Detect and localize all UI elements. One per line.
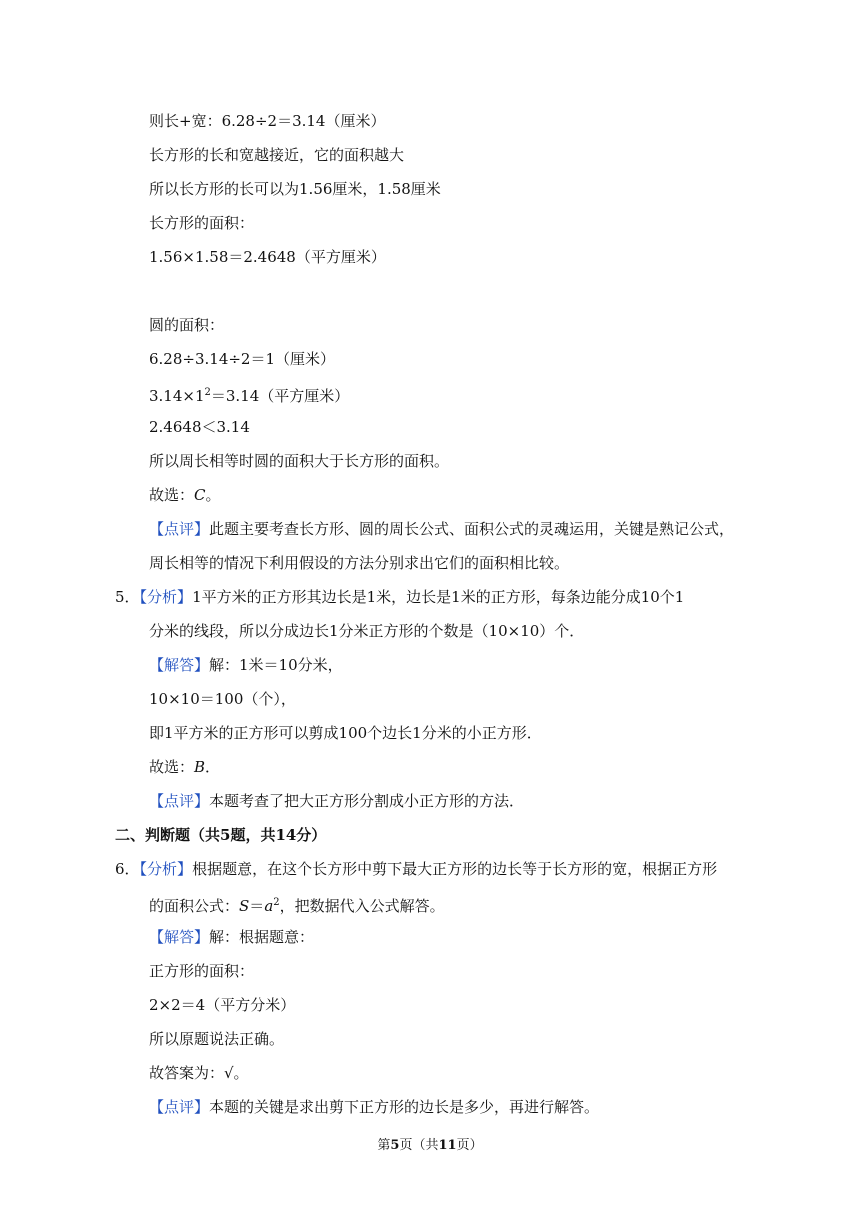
q5-comment-text-1: 本题考查了把大正方形分割成小正方形的方法． — [209, 792, 525, 810]
q4-comment-text-1: 此题主要考查长方形、圆的周长公式、面积公式的灵魂运用，关键是熟记公式， — [209, 520, 735, 538]
q5-number: 5． — [115, 588, 140, 606]
q4-line-4: 长方形的面积： — [149, 214, 255, 232]
q6-solution-tag: 【解答】 — [149, 928, 210, 946]
q4-line-8-b: ＝3.14（平方厘米） — [210, 387, 350, 405]
q4-line-3: 所以长方形的长可以为1.56厘米，1.58厘米 — [149, 180, 441, 198]
q6-formula-a: a — [264, 897, 274, 915]
q5-answer-prefix: 故选： — [149, 758, 195, 776]
footer-suffix: 页） — [456, 1138, 483, 1153]
q4-line-6: 圆的面积： — [149, 316, 225, 334]
q6-solution-line-2: 正方形的面积： — [149, 962, 255, 980]
q5-comment-line-1 — [149, 791, 524, 811]
q4-line-8-a: 3.14×1 — [149, 387, 205, 405]
q5-analysis-line-2: 分米的线段，所以分成边长1分米正方形的个数是（10×10）个． — [149, 622, 585, 640]
q5-solution-text-1: 解：1米＝10分米， — [209, 656, 343, 674]
q6-solution-line-1 — [149, 927, 314, 947]
q6-formula-s: S — [239, 897, 250, 915]
section-2-title: 二、判断题（共5题，共14分） — [115, 826, 327, 844]
q5-analysis-line-1 — [115, 587, 684, 607]
q6-comment-line-1 — [149, 1097, 599, 1117]
q4-comment-tag: 【点评】 — [149, 520, 210, 538]
q5-analysis-text-1: 1平方米的正方形其边长是1米，边长是1米的正方形，每条边能分成10个1 — [192, 588, 685, 606]
q6-analysis-2-a: 的面积公式： — [149, 897, 240, 915]
q6-analysis-text-1: 根据题意，在这个长方形中剪下最大正方形的边长等于长方形的宽，根据正方形 — [192, 860, 718, 878]
q6-solution-line-3: 2×2＝4（平方分米） — [149, 996, 296, 1014]
q6-formula-eq: ＝ — [249, 897, 265, 915]
q5-solution-tag: 【解答】 — [149, 656, 210, 674]
footer-middle: 页（共 — [399, 1138, 439, 1153]
q4-line-8 — [149, 383, 349, 406]
q5-solution-line-2: 10×10＝100（个）， — [149, 690, 296, 708]
q4-answer-suffix: 。 — [205, 486, 221, 504]
q5-answer-letter: B — [194, 758, 206, 776]
q6-analysis-2-b: ，把数据代入公式解答。 — [279, 897, 445, 915]
page-footer — [0, 1137, 860, 1155]
q6-solution-line-4: 所以原题说法正确。 — [149, 1030, 285, 1048]
q4-line-7: 6.28÷3.14÷2＝1（厘米） — [149, 350, 336, 368]
q4-line-2: 长方形的长和宽越接近，它的面积越大 — [149, 146, 405, 164]
q4-answer-prefix: 故选： — [149, 486, 195, 504]
q6-analysis-tag: 【分析】 — [139, 860, 193, 878]
q5-comment-tag: 【点评】 — [149, 792, 210, 810]
footer-prefix: 第 — [377, 1138, 391, 1153]
q4-comment-line-1 — [149, 519, 734, 539]
q6-solution-line-5: 故答案为：√。 — [149, 1064, 249, 1082]
q6-analysis-line-1 — [115, 859, 717, 879]
q5-solution-line-3: 即1平方米的正方形可以剪成100个边长1分米的小正方形． — [149, 724, 542, 742]
q5-answer — [149, 757, 220, 777]
q4-line-9: 2.4648＜3.14 — [149, 418, 250, 436]
q5-solution-line-1 — [149, 655, 343, 675]
q4-line-10: 所以周长相等时圆的面积大于长方形的面积。 — [149, 452, 450, 470]
q6-solution-text-1: 解：根据题意： — [209, 928, 315, 946]
q4-answer — [149, 485, 221, 505]
q4-answer-letter: C — [194, 486, 206, 504]
q6-comment-tag: 【点评】 — [149, 1098, 210, 1116]
q4-line-5: 1.56×1.58＝2.4648（平方厘米） — [149, 248, 386, 266]
footer-total-pages: 11 — [438, 1138, 457, 1153]
q6-number: 6． — [115, 860, 140, 878]
q4-line-1: 则长+宽：6.28÷2＝3.14（厘米） — [149, 112, 386, 130]
q5-answer-suffix: ． — [205, 758, 221, 776]
q5-analysis-tag: 【分析】 — [139, 588, 193, 606]
footer-page-number: 5 — [390, 1138, 400, 1153]
q4-line-8-sup: 2 — [204, 387, 211, 398]
q6-analysis-line-2 — [149, 893, 445, 916]
q6-comment-text-1: 本题的关键是求出剪下正方形的边长是多少，再进行解答。 — [209, 1098, 600, 1116]
q6-formula-sup: 2 — [273, 897, 280, 908]
q4-comment-line-2: 周长相等的情况下利用假设的方法分别求出它们的面积相比较。 — [149, 554, 570, 572]
